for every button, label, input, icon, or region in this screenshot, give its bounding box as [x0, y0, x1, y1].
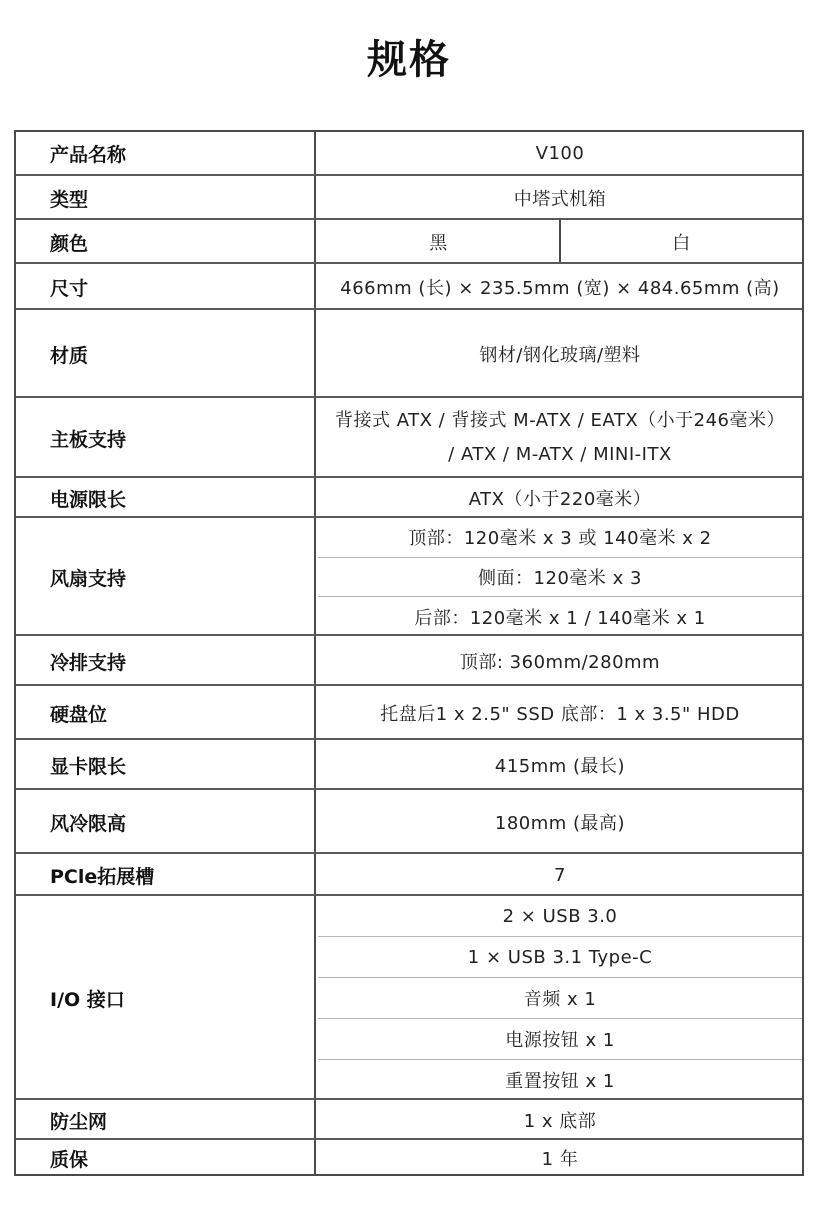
- row-label: 防尘网: [16, 1100, 316, 1140]
- value-line: 1 × USB 3.1 Type-C: [318, 936, 802, 977]
- row-label: 质保: [16, 1140, 316, 1176]
- spec-row-psu-length: [16, 476, 802, 518]
- row-label: 颜色: [16, 220, 316, 264]
- row-value: 415mm (最长): [494, 756, 626, 777]
- row-label: I/O 接口: [16, 896, 316, 1100]
- spec-row-fan-support: [16, 516, 802, 636]
- value-line: 侧面：120毫米 x 3: [318, 557, 802, 597]
- row-value: ATX（小于220毫米）: [468, 489, 652, 510]
- row-value: 466mm (长) × 235.5mm (宽) × 484.65mm (高): [340, 278, 780, 299]
- spec-row-motherboard: [16, 396, 802, 478]
- row-value: 中塔式机箱: [513, 189, 607, 210]
- row-label: 类型: [16, 176, 316, 220]
- value-line: 电源按钮 x 1: [318, 1018, 802, 1059]
- spec-table: [14, 130, 804, 1176]
- row-label: 电源限长: [16, 478, 316, 518]
- row-label: 材质: [16, 310, 316, 398]
- row-label: 显卡限长: [16, 740, 316, 790]
- row-value: [318, 896, 802, 1100]
- spec-row-color: [16, 218, 802, 264]
- spec-row-warranty: [16, 1138, 802, 1176]
- row-value: 顶部: 360mm/280mm: [459, 652, 661, 673]
- spec-row-type: [16, 174, 802, 220]
- row-label: 硬盘位: [16, 686, 316, 740]
- row-label: 冷排支持: [16, 636, 316, 686]
- spec-row-radiator: [16, 634, 802, 686]
- value-line: / ATX / M-ATX / MINI-ITX: [448, 444, 672, 465]
- row-value: [318, 398, 802, 478]
- row-label: PCle拓展槽: [16, 854, 316, 896]
- value-line: 重置按钮 x 1: [318, 1059, 802, 1100]
- spec-row-dust-filter: [16, 1098, 802, 1140]
- row-value: [318, 518, 802, 636]
- spec-row-io-ports: [16, 894, 802, 1100]
- value-line: 后部：120毫米 x 1 / 140毫米 x 1: [318, 596, 802, 636]
- page-title: 规格: [367, 37, 451, 83]
- row-label: 尺寸: [16, 264, 316, 310]
- spec-row-drive-bays: [16, 684, 802, 740]
- row-label: 产品名称: [16, 132, 316, 174]
- spec-row-dimensions: [16, 262, 802, 310]
- row-value: 1 x 底部: [523, 1111, 597, 1132]
- row-label: 风扇支持: [16, 518, 316, 636]
- value-line: 背接式 ATX / 背接式 M-ATX / EATX（小于246毫米）: [334, 410, 786, 431]
- row-value: 180mm (最高): [494, 813, 626, 834]
- color-option-white: 白: [559, 220, 802, 264]
- spec-row-pcie-slots: [16, 852, 802, 896]
- row-value: 7: [554, 864, 566, 886]
- spec-row-product-name: [16, 132, 802, 174]
- row-value: V100: [535, 142, 585, 164]
- value-line: 音频 x 1: [318, 977, 802, 1018]
- row-label: 风冷限高: [16, 790, 316, 854]
- row-value: 托盘后1 x 2.5" SSD 底部：1 x 3.5" HDD: [380, 704, 740, 725]
- value-line: 2 × USB 3.0: [502, 905, 618, 927]
- row-label: 主板支持: [16, 398, 316, 478]
- row-value: 钢材/钢化玻璃/塑料: [479, 345, 641, 366]
- value-line: 顶部：120毫米 x 3 或 140毫米 x 2: [408, 528, 712, 550]
- spec-row-gpu-length: [16, 738, 802, 790]
- spec-row-material: [16, 308, 802, 398]
- row-value: 1 年: [541, 1149, 579, 1170]
- row-value: [318, 220, 802, 264]
- spec-row-cooler-height: [16, 788, 802, 854]
- color-option-black: 黑: [429, 233, 448, 254]
